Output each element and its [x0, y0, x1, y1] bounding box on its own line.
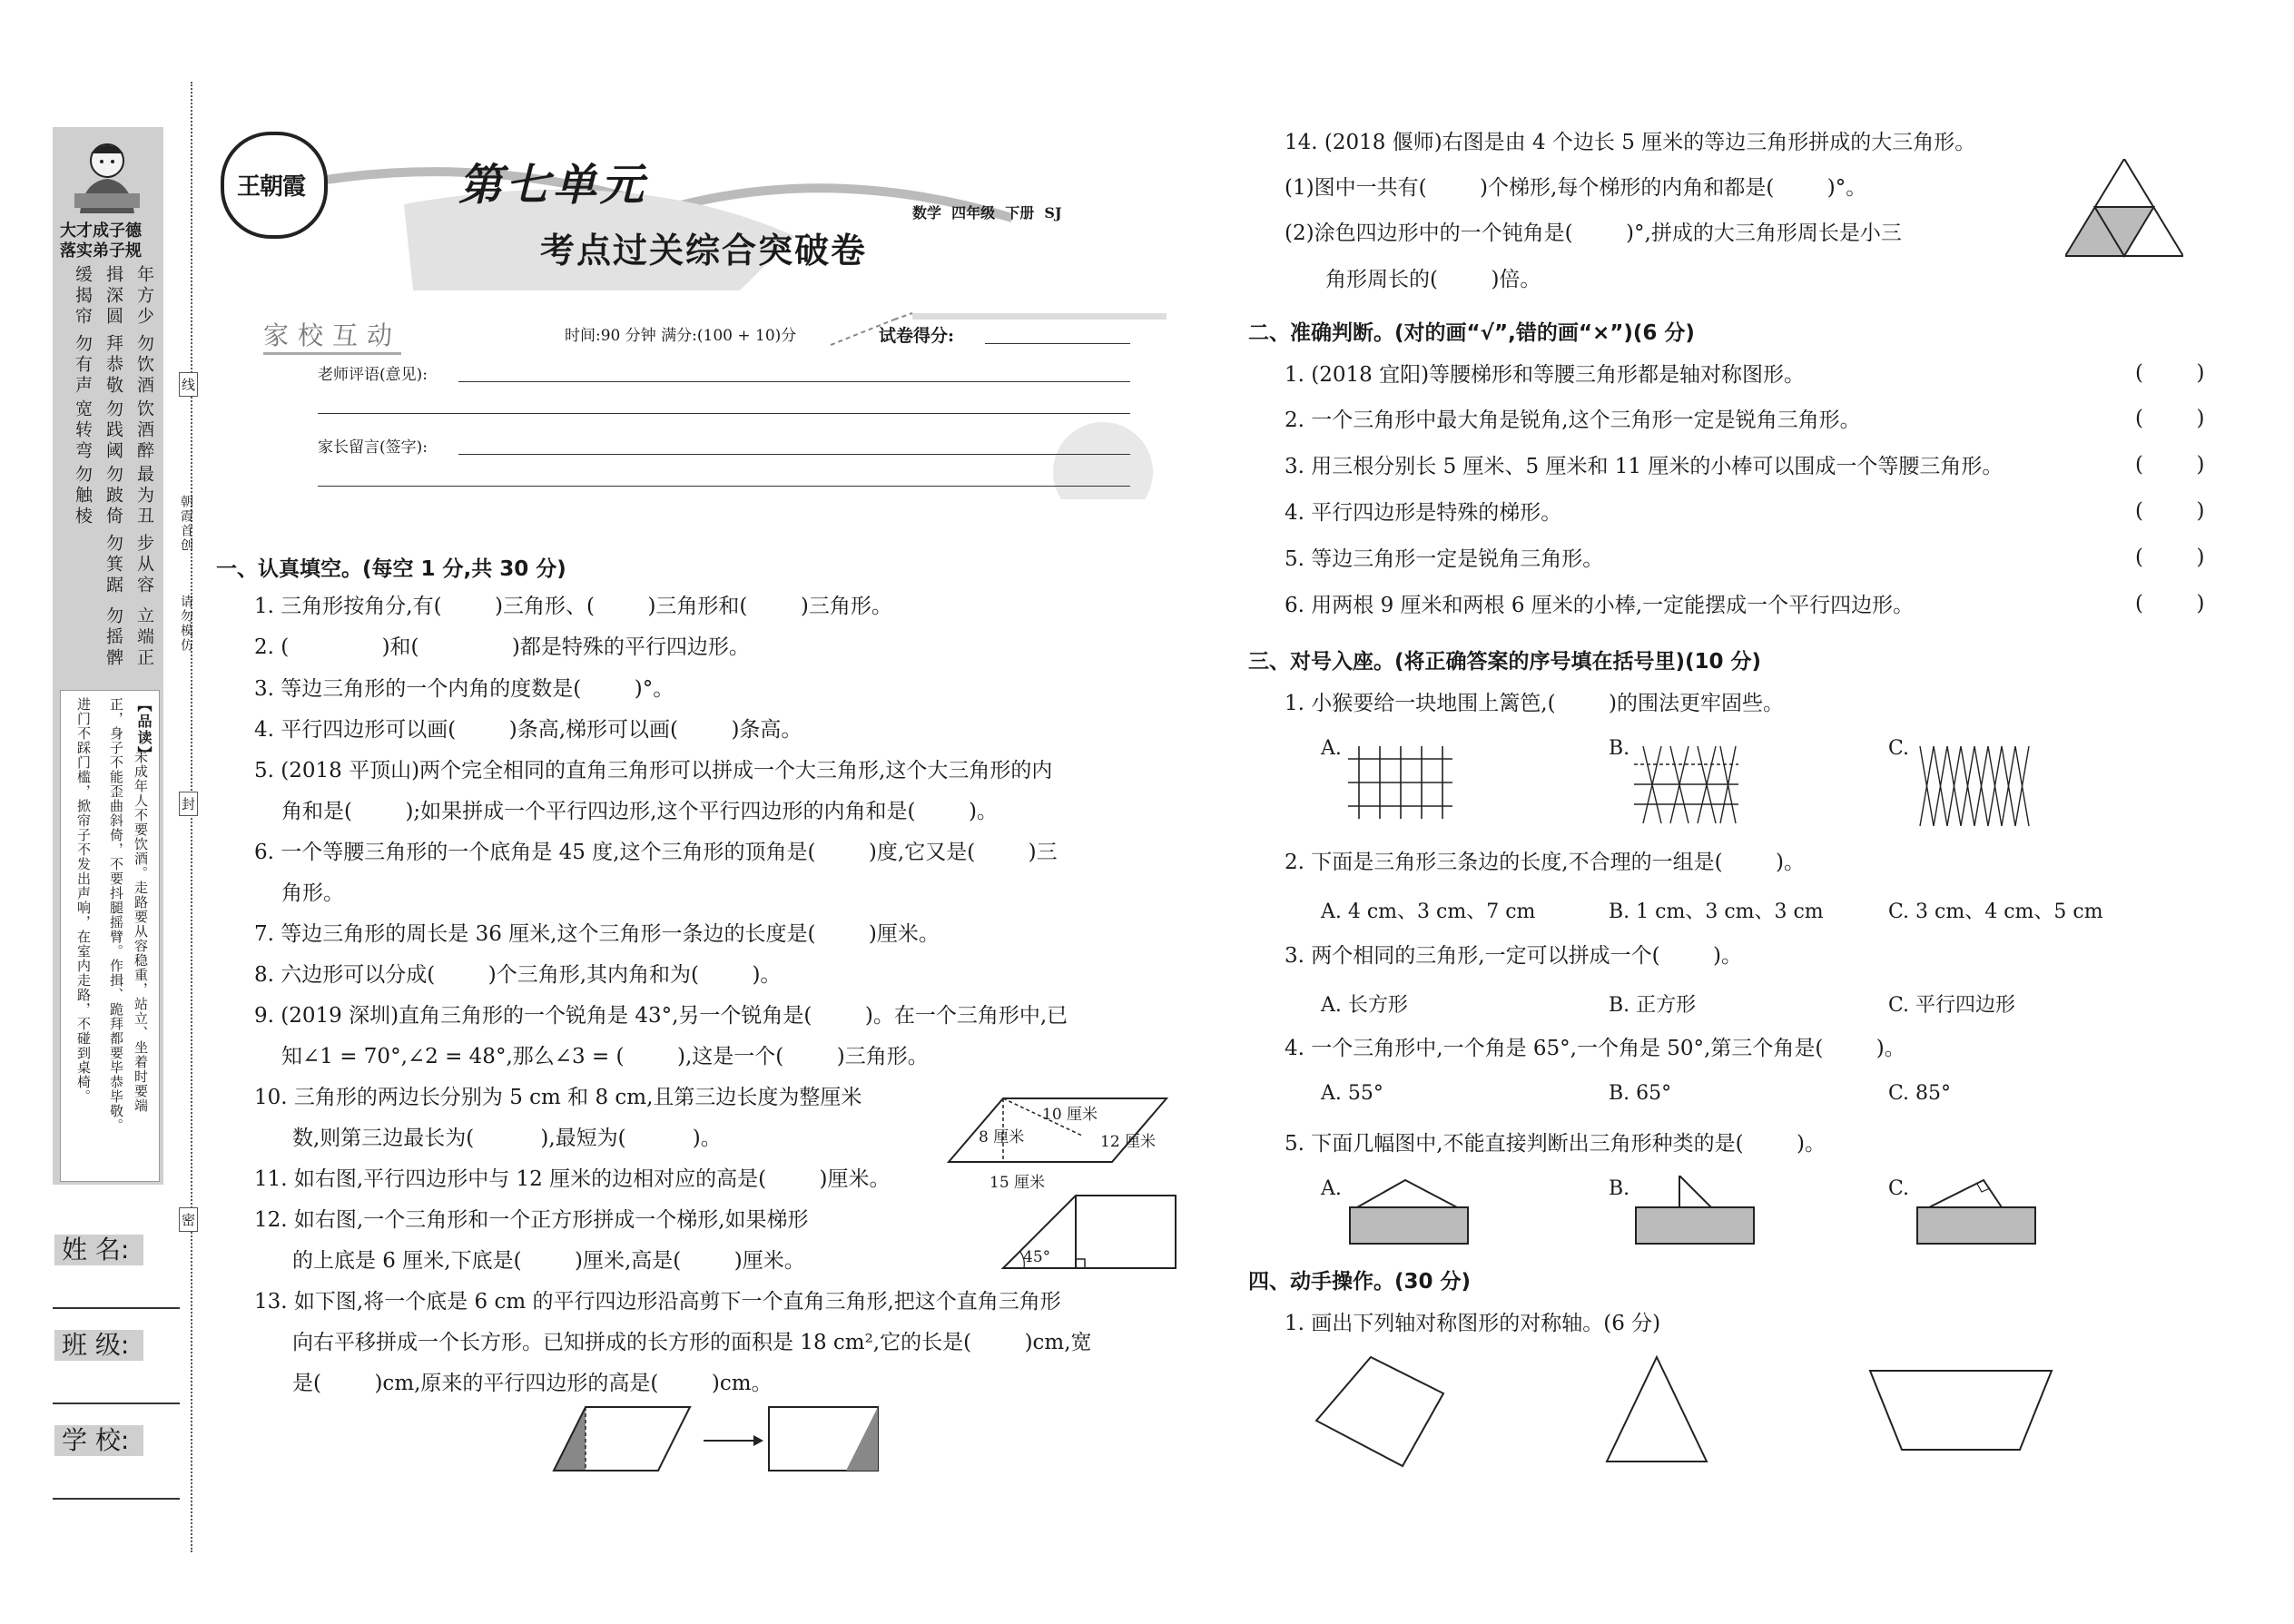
choice-3-option-b[interactable]: B. 正方形	[1609, 994, 1697, 1017]
verse-col-3: 缓揭帘	[73, 265, 93, 328]
cut-mark-line: 线	[179, 372, 198, 397]
symmetry-square	[1307, 1353, 1452, 1483]
verse-col-1d: 最为丑	[134, 465, 154, 527]
judge-6: 6. 用两根 9 厘米和两根 6 厘米的小棒,一定能摆成一个平行四边形。	[1285, 594, 1915, 617]
choice-3-option-c[interactable]: C. 平行四边形	[1888, 994, 2016, 1017]
question-5-line-1: 5. (2018 平顶山)两个完全相同的直角三角形可以拼成一个大三角形,这个大三角形的内	[254, 759, 1053, 782]
label-45deg: 45°	[1023, 1248, 1051, 1266]
fence-grid-b	[1634, 746, 1738, 827]
class-underline[interactable]	[53, 1403, 180, 1404]
judge-1-answer[interactable]: ( )	[2135, 361, 2205, 385]
question-14-line-2: (1)图中一共有( )个梯形,每个梯形的内角和都是( )°。	[1285, 176, 1867, 200]
choice-1-option-b[interactable]: B.	[1609, 737, 1630, 760]
question-2: 2. ( )和( )都是特殊的平行四边形。	[254, 635, 750, 659]
reading-text-2: 正，身子不能歪曲斜倚，不要抖腿摇臂。作揖、跪拜都要毕恭毕敬。	[108, 697, 124, 1133]
symmetry-triangle	[1602, 1353, 1711, 1470]
verse-col-1: 年方少	[134, 265, 154, 328]
section-4-heading: 四、动手操作。(30 分)	[1248, 1270, 1472, 1294]
choice-4-option-b[interactable]: B. 65°	[1609, 1082, 1672, 1105]
label-8cm: 8 厘米	[979, 1128, 1025, 1147]
label-10cm: 10 厘米	[1042, 1106, 1098, 1124]
verse-col-3b: 勿有声	[73, 334, 93, 397]
choice-2-option-a[interactable]: A. 4 cm、3 cm、7 cm	[1321, 901, 1536, 923]
verse-col-1c: 饮酒醉	[134, 399, 154, 462]
name-underline[interactable]	[53, 1307, 180, 1309]
verse-col-1f: 立端正	[134, 606, 154, 669]
question-11: 11. 如右图,平行四边形中与 12 厘米的边相对应的高是( )厘米。	[254, 1167, 891, 1191]
note-no-copy: 请勿模仿	[179, 595, 193, 653]
judge-2: 2. 一个三角形中最大角是锐角,这个三角形一定是锐角三角形。	[1285, 408, 1861, 432]
teacher-comment-line-2[interactable]	[318, 413, 1130, 414]
teacher-comment-line-1[interactable]	[458, 381, 1130, 382]
symmetry-trapezoid	[1866, 1366, 2056, 1461]
label-15cm: 15 厘米	[989, 1174, 1046, 1192]
section-2-heading: 二、准确判断。(对的画“√”,错的画“×”)(6 分)	[1248, 321, 1695, 345]
fence-grid-a	[1348, 746, 1452, 822]
verse-col-2f: 勿摇髀	[103, 606, 123, 669]
motto-line-2: 落实弟子规	[60, 241, 142, 261]
verse-col-2c: 勿践阈	[103, 399, 123, 462]
question-6-line-1: 6. 一个等腰三角形的一个底角是 45 度,这个三角形的顶角是( )度,它又是( )三	[254, 841, 1058, 864]
choice-5-option-b[interactable]: B.	[1609, 1177, 1630, 1200]
judge-2-answer[interactable]: ( )	[2135, 407, 2205, 430]
question-13-line-1: 13. 如下图,将一个底是 6 cm 的平行四边形沿高剪下一个直角三角形,把这个直角三角形	[254, 1290, 1061, 1314]
choice-2-option-c[interactable]: C. 3 cm、4 cm、5 cm	[1888, 901, 2103, 923]
section-3-heading: 三、对号入座。(将正确答案的序号填在括号里)(10 分)	[1248, 650, 1762, 674]
choice-5: 5. 下面几幅图中,不能直接判断出三角形种类的是( )。	[1285, 1132, 1826, 1156]
hidden-triangle-a	[1348, 1176, 1471, 1256]
reading-text-1: 未成年人不要饮酒。走路要从容稳重，站立、坐着时要端	[133, 750, 149, 1113]
question-10-line-2: 数,则第三边最长为( ),最短为( )。	[292, 1127, 722, 1150]
question-8: 8. 六边形可以分成( )个三角形,其内角和为( )。	[254, 963, 782, 987]
question-13-line-3: 是( )cm,原来的平行四边形的高是( )cm。	[292, 1372, 773, 1395]
name-label: 姓 名:	[54, 1235, 143, 1265]
question-6-line-2: 角形。	[281, 881, 344, 905]
verse-col-3d: 勿触棱	[73, 465, 93, 527]
hands-on-1: 1. 画出下列轴对称图形的对称轴。(6 分)	[1285, 1312, 1661, 1335]
choice-5-option-c[interactable]: C.	[1888, 1177, 1910, 1200]
score-label: 试卷得分:	[879, 326, 955, 346]
question-12-line-2: 的上底是 6 厘米,下底是( )厘米,高是( )厘米。	[292, 1249, 805, 1273]
choice-4-option-a[interactable]: A. 55°	[1321, 1082, 1383, 1105]
hidden-triangle-b	[1634, 1176, 1757, 1256]
teacher-comment-label: 老师评语(意见):	[318, 366, 428, 384]
reading-title: 【品读】	[135, 697, 153, 763]
label-12cm: 12 厘米	[1100, 1133, 1157, 1151]
choice-1-option-c[interactable]: C.	[1888, 737, 1910, 760]
question-4: 4. 平行四边形可以画( )条高,梯形可以画( )条高。	[254, 718, 802, 742]
question-5-line-2: 角和是( );如果拼成一个平行四边形,这个平行四边形的内角和是( )。	[281, 800, 998, 823]
judge-3-answer[interactable]: ( )	[2135, 453, 2205, 477]
motto-line-1: 大才成子德	[60, 221, 142, 241]
section-1-heading: 一、认真填空。(每空 1 分,共 30 分)	[216, 557, 566, 581]
judge-3: 3. 用三根分别长 5 厘米、5 厘米和 11 厘米的小棒可以围成一个等腰三角形。	[1285, 455, 2004, 478]
verse-col-2: 揖深圆	[103, 265, 123, 328]
choice-1-option-a[interactable]: A.	[1321, 737, 1342, 760]
choice-2-option-b[interactable]: B. 1 cm、3 cm、3 cm	[1609, 901, 1824, 923]
question-1: 1. 三角形按角分,有( )三角形、( )三角形和( )三角形。	[254, 595, 892, 618]
choice-5-option-a[interactable]: A.	[1321, 1177, 1342, 1200]
choice-1: 1. 小猴要给一块地围上篱笆,( )的围法更牢固些。	[1285, 692, 1785, 715]
verse-col-1b: 勿饮酒	[134, 334, 154, 397]
choice-3-option-a[interactable]: A. 长方形	[1321, 994, 1408, 1017]
student-mascot-illustration	[56, 132, 158, 218]
school-label: 学 校:	[54, 1425, 143, 1456]
triangle-composite-figure	[2065, 159, 2183, 259]
question-3: 3. 等边三角形的一个内角的度数是( )°。	[254, 677, 674, 701]
parent-comment-line-1[interactable]	[458, 454, 1130, 455]
question-14-line-1: 14. (2018 偃师)右图是由 4 个边长 5 厘米的等边三角形拼成的大三角形。	[1285, 131, 1976, 154]
cut-line-dotted	[191, 82, 192, 1552]
verse-col-3c: 宽转弯	[73, 399, 93, 462]
cut-mark-secret: 密	[179, 1207, 198, 1232]
subject-badge: 数学 四年级 下册 SJ	[912, 204, 1062, 221]
question-12-line-1: 12. 如右图,一个三角形和一个正方形拼成一个梯形,如果梯形	[254, 1208, 809, 1232]
question-9-line-1: 9. (2019 深圳)直角三角形的一个锐角是 43°,另一个锐角是( )。在一个三角形中,已	[254, 1004, 1068, 1028]
judge-6-answer[interactable]: ( )	[2135, 592, 2205, 615]
note-original: 朝霞首创	[179, 495, 193, 553]
home-school-badge: 家校互动	[263, 316, 401, 355]
choice-3: 3. 两个相同的三角形,一定可以拼成一个( )。	[1285, 944, 1743, 968]
score-field[interactable]	[985, 343, 1130, 344]
judge-4: 4. 平行四边形是特殊的梯形。	[1285, 501, 1562, 525]
question-10-line-1: 10. 三角形的两边长分别为 5 cm 和 8 cm,且第三边长度为整厘米	[254, 1086, 862, 1109]
verse-col-1e: 步从容	[134, 534, 154, 596]
reading-text-3: 进门不踩门槛，掀帘子不发出声响，在室内走路，不碰到桌椅。	[75, 697, 92, 1104]
verse-col-2e: 勿箕踞	[103, 534, 123, 596]
judge-5-answer[interactable]: ( )	[2135, 546, 2205, 569]
translate-figure	[549, 1403, 894, 1475]
unit-title: 第七单元	[458, 160, 648, 211]
brand-logo-text: 王朝霞	[237, 173, 306, 201]
question-14-line-4: 角形周长的( )倍。	[1325, 268, 1541, 291]
brand-logo	[221, 132, 328, 239]
choice-2: 2. 下面是三角形三条边的长度,不合理的一组是( )。	[1285, 851, 1806, 874]
question-14-line-3: (2)涂色四边形中的一个钝角是( )°,拼成的大三角形周长是小三	[1285, 221, 1902, 245]
judge-4-answer[interactable]: ( )	[2135, 499, 2205, 523]
school-underline[interactable]	[53, 1498, 180, 1500]
question-9-line-2: 知∠1 = 70°,∠2 = 48°,那么∠3 = ( ),这是一个( )三角形。	[281, 1045, 929, 1068]
question-7: 7. 等边三角形的周长是 36 厘米,这个三角形一条边的长度是( )厘米。	[254, 922, 940, 946]
parent-comment-label: 家长留言(签字):	[318, 438, 428, 457]
choice-4-option-c[interactable]: C. 85°	[1888, 1082, 1952, 1105]
fence-grid-c	[1915, 746, 2033, 830]
hidden-triangle-c	[1915, 1176, 2038, 1256]
judge-1: 1. (2018 宜阳)等腰梯形和等腰三角形都是轴对称图形。	[1285, 363, 1806, 387]
question-13-line-2: 向右平移拼成一个长方形。已知拼成的长方形的面积是 18 cm²,它的长是( )cm,宽	[292, 1331, 1092, 1354]
parent-comment-line-2[interactable]	[318, 486, 1130, 487]
verse-col-2b: 拜恭敬	[103, 334, 123, 397]
class-label: 班 级:	[54, 1330, 143, 1361]
cut-mark-seal: 封	[179, 792, 198, 816]
verse-col-2d: 勿跛倚	[103, 465, 123, 527]
judge-5: 5. 等边三角形一定是锐角三角形。	[1285, 547, 1604, 571]
choice-4: 4. 一个三角形中,一个角是 65°,一个角是 50°,第三个角是( )。	[1285, 1037, 1905, 1060]
exam-title: 考点过关综合突破卷	[540, 230, 868, 271]
time-score-info: 时间:90 分钟 满分:(100 + 10)分	[565, 327, 797, 345]
